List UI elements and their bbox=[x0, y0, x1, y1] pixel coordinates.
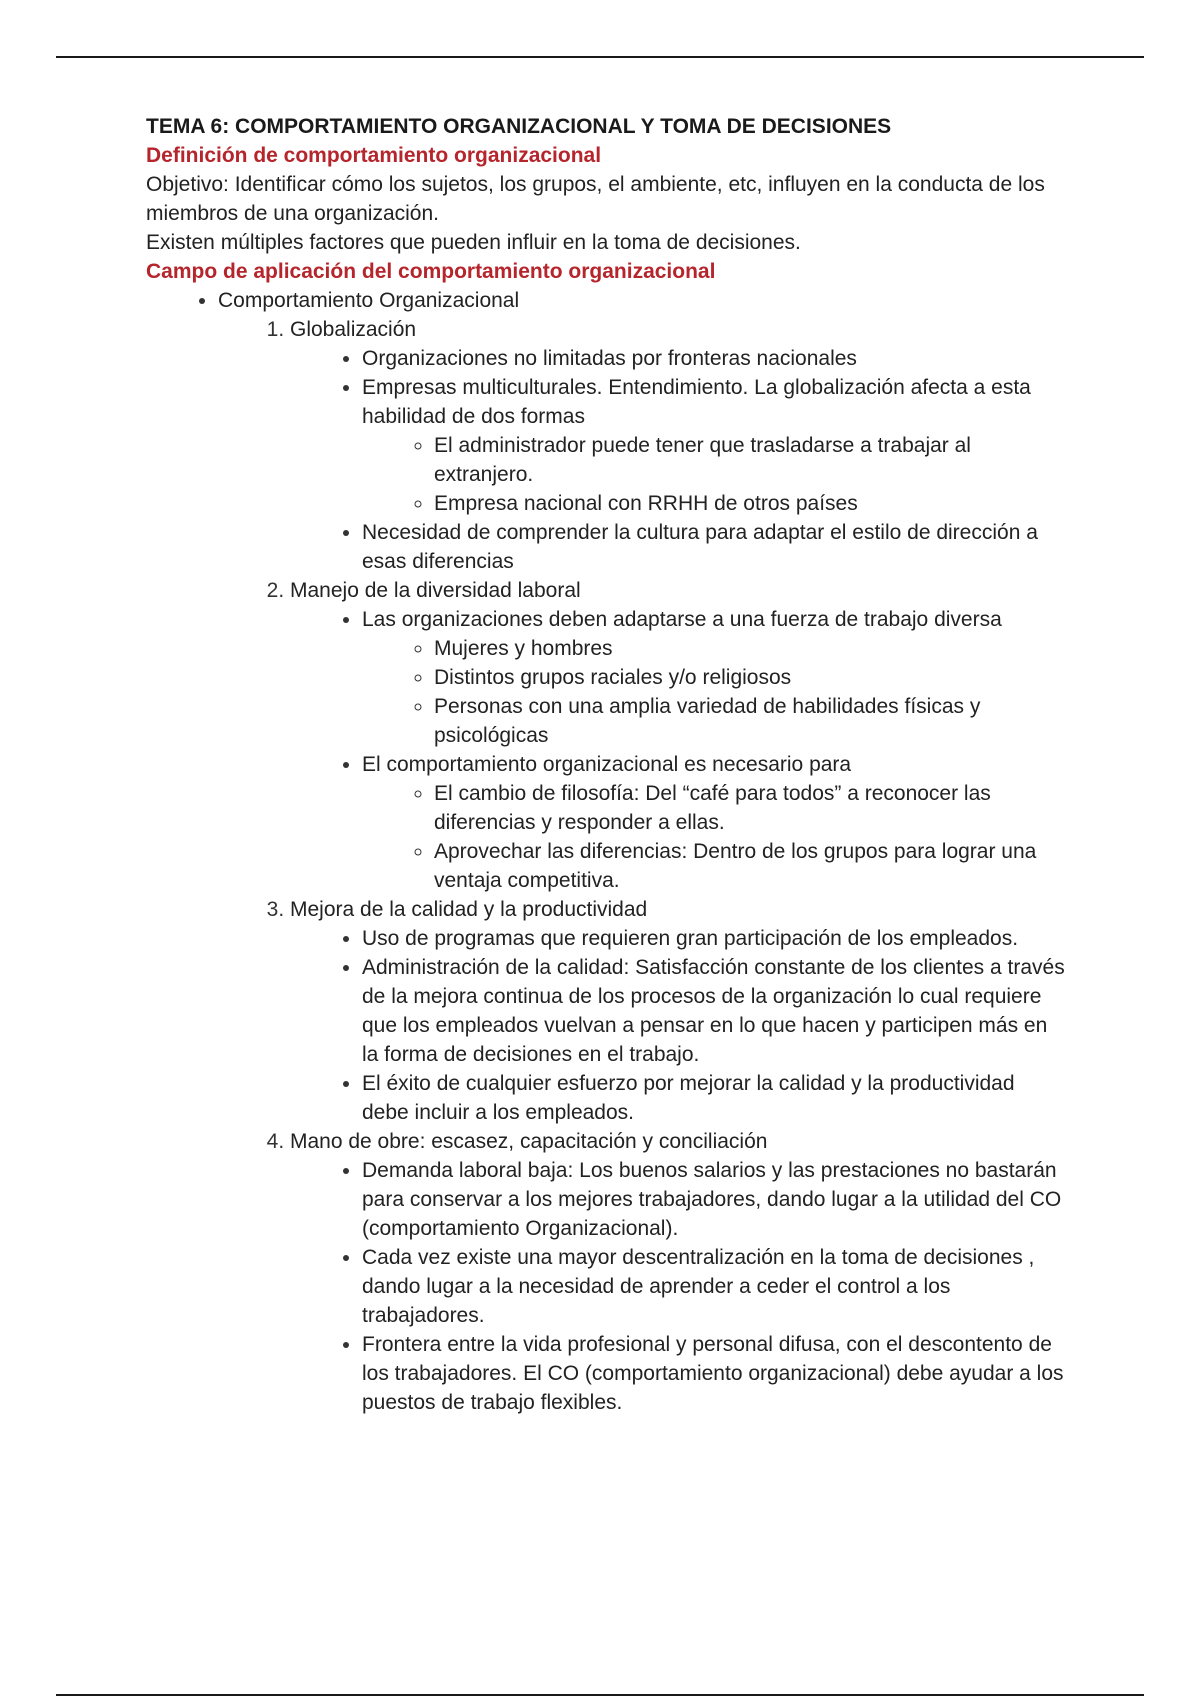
sub-list-item: ◦ El cambio de filosofía: Del “café para todos” a reconocer las diferencias y responder a ellas. bbox=[434, 779, 1066, 837]
list-item bbox=[362, 1156, 1066, 1243]
paragraph-factors: Existen múltiples factores que pueden influir en la toma de decisiones. bbox=[146, 231, 801, 254]
list-item bbox=[362, 344, 1066, 373]
top-rule bbox=[56, 56, 1144, 58]
numbered-item-label: Mano de obre: escasez, capacitación y conciliación bbox=[290, 1130, 768, 1153]
list-item-text: El éxito de cualquier esfuerzo por mejorar la calidad y la productividad debe incluir a los empleados. bbox=[362, 1072, 1015, 1124]
numbered-item bbox=[290, 576, 1066, 895]
numbered-list bbox=[218, 315, 1066, 1417]
list-item-text: Demanda laboral baja: Los buenos salarios y las prestaciones no bastarán para conservar a los mejores trabajadores, dando lugar a la utilidad del CO (comportamiento Organizacional). bbox=[362, 1159, 1062, 1240]
list-item-text: Uso de programas que requieren gran participación de los empleados. bbox=[362, 927, 1019, 950]
list-item bbox=[362, 750, 1066, 895]
numbered-item-label: Manejo de la diversidad laboral bbox=[290, 579, 581, 602]
bottom-rule bbox=[56, 1694, 1144, 1696]
list-item bbox=[362, 373, 1066, 518]
numbered-item bbox=[290, 895, 1066, 1127]
sub-list-item: ◦ Aprovechar las diferencias: Dentro de los grupos para lograr una ventaja competitiva. bbox=[434, 837, 1066, 895]
document-body bbox=[146, 112, 1066, 1417]
sub-list-item: ◦ El administrador puede tener que trasladarse a trabajar al extranjero. bbox=[434, 431, 1066, 489]
paragraph-objective: Objetivo: Identificar cómo los sujetos, los grupos, el ambiente, etc, influyen en la conducta de los miembros de una organización. bbox=[146, 173, 1045, 225]
sub-bullet-list bbox=[362, 431, 1066, 518]
bullet-list bbox=[290, 605, 1066, 895]
sub-list-item: ◦ Distintos grupos raciales y/o religiosos bbox=[434, 663, 1066, 692]
list-item-text: Empresas multiculturales. Entendimiento. La globalización afecta a esta habilidad de dos formas bbox=[362, 376, 1031, 428]
list-item-text: Administración de la calidad: Satisfacción constante de los clientes a través de la mejora continua de los procesos de la organización lo cual requiere que los empleados vuelvan a pensar en lo que hacen y participen más en la forma de decisiones en el trabajo. bbox=[362, 956, 1065, 1066]
list-item bbox=[362, 605, 1066, 750]
sub-list-item: ◦ Empresa nacional con RRHH de otros países bbox=[434, 489, 1066, 518]
root-label: Comportamiento Organizacional bbox=[218, 289, 520, 312]
list-item-text: El comportamiento organizacional es necesario para bbox=[362, 753, 852, 776]
numbered-item-label: Mejora de la calidad y la productividad bbox=[290, 898, 648, 921]
numbered-item-label: Globalización bbox=[290, 318, 417, 341]
list-item bbox=[362, 518, 1066, 576]
sub-list-item: ◦ Personas con una amplia variedad de habilidades físicas y psicológicas bbox=[434, 692, 1066, 750]
list-item bbox=[362, 924, 1066, 953]
list-item bbox=[362, 1330, 1066, 1417]
bullet-list bbox=[290, 924, 1066, 1127]
section-heading-scope: Campo de aplicación del comportamiento organizacional bbox=[146, 260, 716, 283]
list-item bbox=[362, 1243, 1066, 1330]
bullet-list bbox=[290, 1156, 1066, 1417]
list-item-text: Las organizaciones deben adaptarse a una fuerza de trabajo diversa bbox=[362, 608, 1002, 631]
numbered-item bbox=[290, 1127, 1066, 1417]
list-item-text: Cada vez existe una mayor descentralización en la toma de decisiones , dando lugar a la necesidad de aprender a ceder el control a los trabajadores. bbox=[362, 1246, 1035, 1327]
list-item-text: Frontera entre la vida profesional y personal difusa, con el descontento de los trabajadores. El CO (comportamiento organizacional) debe ayudar a los puestos de trabajo flexibles. bbox=[362, 1333, 1064, 1414]
sub-bullet-list bbox=[362, 634, 1066, 750]
sub-list-item: ◦ Mujeres y hombres bbox=[434, 634, 1066, 663]
section-heading-definition: Definición de comportamiento organizacional bbox=[146, 144, 602, 167]
numbered-item bbox=[290, 315, 1066, 576]
list-item bbox=[362, 953, 1066, 1069]
list-item-root bbox=[218, 286, 1066, 1417]
sub-bullet-list bbox=[362, 779, 1066, 895]
outline-list bbox=[146, 286, 1066, 1417]
list-item bbox=[362, 1069, 1066, 1127]
list-item-text: Organizaciones no limitadas por fronteras nacionales bbox=[362, 347, 857, 370]
document-title: TEMA 6: COMPORTAMIENTO ORGANIZACIONAL Y TOMA DE DECISIONES bbox=[146, 115, 892, 138]
bullet-list bbox=[290, 344, 1066, 576]
list-item-text: Necesidad de comprender la cultura para adaptar el estilo de dirección a esas diferencias bbox=[362, 521, 1038, 573]
